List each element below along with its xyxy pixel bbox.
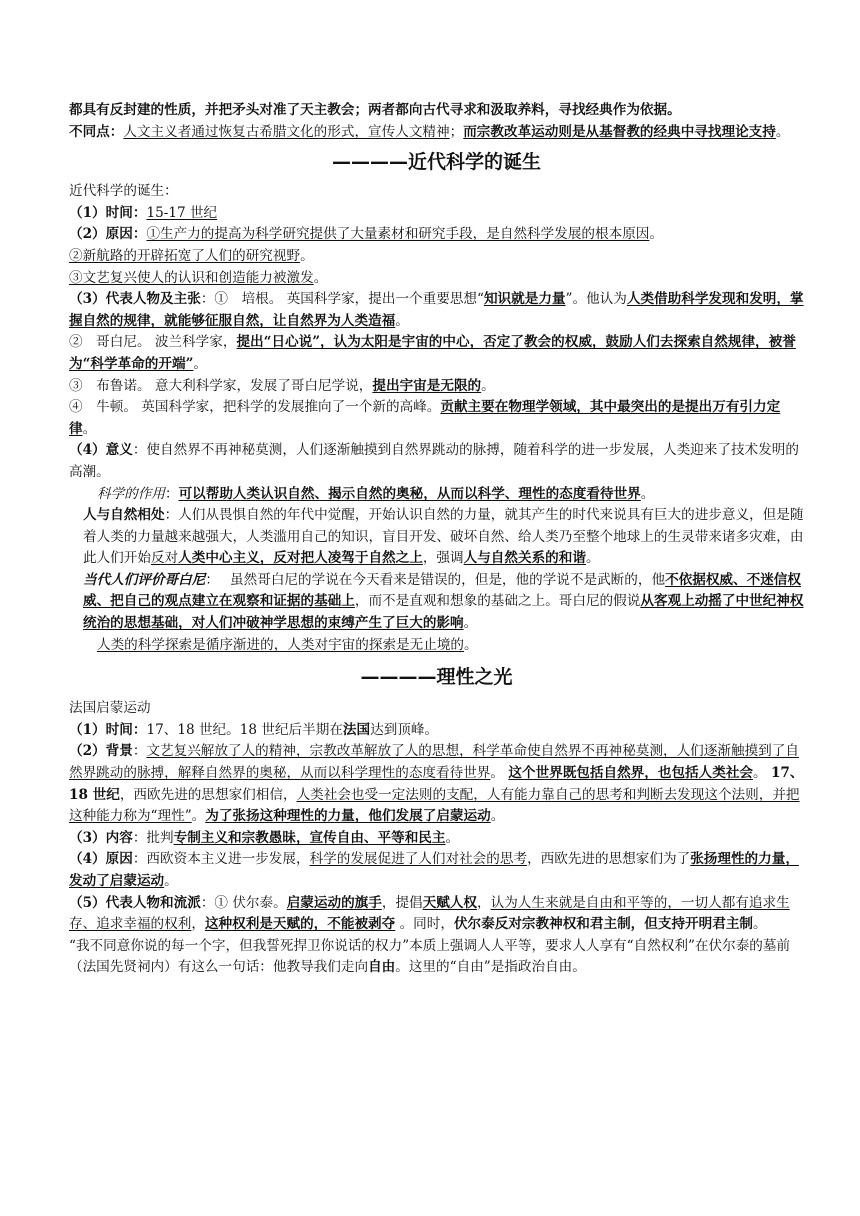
section-title-science: ————近代科学的诞生 xyxy=(331,151,541,174)
enlightenment-background: （2）背景：文艺复兴解放了人的精神，宗教改革解放了人的思想，科学革命使自然界不再神秘莫测，人们逐渐触摸到了自然界跳动的脉搏，解释自然界的奥秘，从而以科学理性的态度看待世界。 这个世界既包括自然界，也包括人类社会。 17、18 世纪，西欧先进的思想家们相信，人类社会也受一定法则的支配，人有能力靠自己的思考和判断去发现这个法则，并把这种能力称为“理性”。为了张扬这种理性的力量，他们发展了启蒙运动。 xyxy=(69,743,804,825)
rep-newton: ④ 牛顿。 英国科学家，把科学的发展推向了一个新的高峰。贡献主要在物理学领域，其中最突出的是提出万有引力定律。 xyxy=(69,399,781,437)
difference-label: 不同点： xyxy=(69,123,124,140)
rep-bruno: ③ 布鲁诺。 意大利科学家，发展了哥白尼学说，提出宇宙是无限的。 xyxy=(69,377,495,394)
intro-line: 都具有反封建的性质，并把矛头对准了天主教会；两者都向古代寻求和汲取养料，寻找经典作为依据。 xyxy=(69,102,681,118)
science-time: （1）时间：15-17 世纪 xyxy=(69,204,218,221)
science-lead: 近代科学的诞生： xyxy=(69,183,178,200)
human-nature: 人与自然相处：人们从畏惧自然的年代中觉醒，开始认识自然的力量，就其产生的时代来说具有巨大的进步意义，但是随着人类的力量越来越强大，人类滥用自己的知识，盲目开发、破坏自然、给人类乃至整个地球上的生灵带来诸多灾难，由此人们开始反对人类中心主义，反对把人凌驾于自然之上，强调人与自然关系的和谐。 xyxy=(83,507,804,567)
enlightenment-representative: （5）代表人物和流派：① 伏尔泰。启蒙运动的旗手，提倡天赋人权，认为人生来就是自由和平等的，一切人都有追求生存、追求幸福的权利，这种权利是天赋的，不能被剥夺 。同时，伏尔泰反对宗教神权和君主制，但支持开明君主制。 xyxy=(69,894,790,933)
difference-reformation: 而宗教改革运动则是从基督教的经典中寻找理论支持 xyxy=(463,123,776,140)
science-significance: （4）意义：使自然界不再神秘莫测，人们逐渐触摸到自然界跳动的脉搏，随着科学的进一步发展，人类迎来了技术发明的高潮。 xyxy=(69,442,799,480)
rep-bacon: （3）代表人物及主张：① 培根。 英国科学家，提出一个重要思想“知识就是力量”。他认为人类借助科学发现和发明，掌握自然的规律，就能够征服自然，让自然界为人类造福。 xyxy=(69,291,804,329)
difference-humanism: 人文主义者通过恢复古希腊文化的形式，宣传人文精神 xyxy=(123,123,450,140)
enlightenment-lead: 法国启蒙运动 xyxy=(69,700,151,717)
enlightenment-content: （3）内容：批判专制主义和宗教愚昧，宣传自由、平等和民主。 xyxy=(69,829,460,846)
voltaire-quote: “我不同意你说的每一个字，但我誓死捍卫你说话的权力”本质上强调人人平等，要求人人享有“自然权利”在伏尔泰的墓前（法国先贤祠内）有这么一句话：他教导我们走向自由。这里的“自由”是指政治自由。 xyxy=(69,937,791,976)
difference-paragraph: 不同点：人文主义者通过恢复古希腊文化的形式，宣传人文精神；而宗教改革运动则是从基督教的经典中寻找理论支持。 xyxy=(69,123,790,140)
copernicus-evaluation: 当代人们评价哥白尼： 虽然哥白尼的学说在今天看来是错误的，但是，他的学说不是武断的，他不依据权威、不迷信权威、把自己的观点建立在观察和证据的基础上，而不是直观和想象的基础之上。哥白尼的假说从客观上动摇了中世纪神权统治的思想基础，对人们冲破神学思想的束缚产生了巨大的影响。 xyxy=(83,571,804,632)
science-cause-2: ②新航路的开辟拓宽了人们的研究视野。 xyxy=(69,247,314,264)
science-cause-3: ③文艺复兴使人的认识和创造能力被激发。 xyxy=(69,269,328,286)
enlightenment-time: （1）时间：17、18 世纪。18 世纪后半期在法国达到顶峰。 xyxy=(69,721,439,738)
science-exploration: 人类的科学探索是循序渐进的，人类对宇宙的探索是无止境的。 xyxy=(97,636,478,653)
rep-copernicus: ② 哥白尼。 波兰科学家，提出“日心说”，认为太阳是宇宙的中心，否定了教会的权威，鼓励人们去探索自然规律，被誉为“科学革命的开端”。 xyxy=(69,334,796,372)
enlightenment-reason: （4）原因：西欧资本主义进一步发展，科学的发展促进了人们对社会的思考，西欧先进的思想家们为了张扬理性的力量，发动了启蒙运动。 xyxy=(69,851,799,889)
section-title-reason: ————理性之光 xyxy=(360,666,513,689)
science-role: 科学的作用：可以帮助人类认识自然、揭示自然的奥秘，从而以科学、理性的态度看待世界。 xyxy=(97,485,655,502)
document-page xyxy=(69,100,804,979)
science-cause-1: （2）原因：①生产力的提高为科学研究提供了大量素材和研究手段，是自然科学发展的根本原因。 xyxy=(69,226,663,243)
